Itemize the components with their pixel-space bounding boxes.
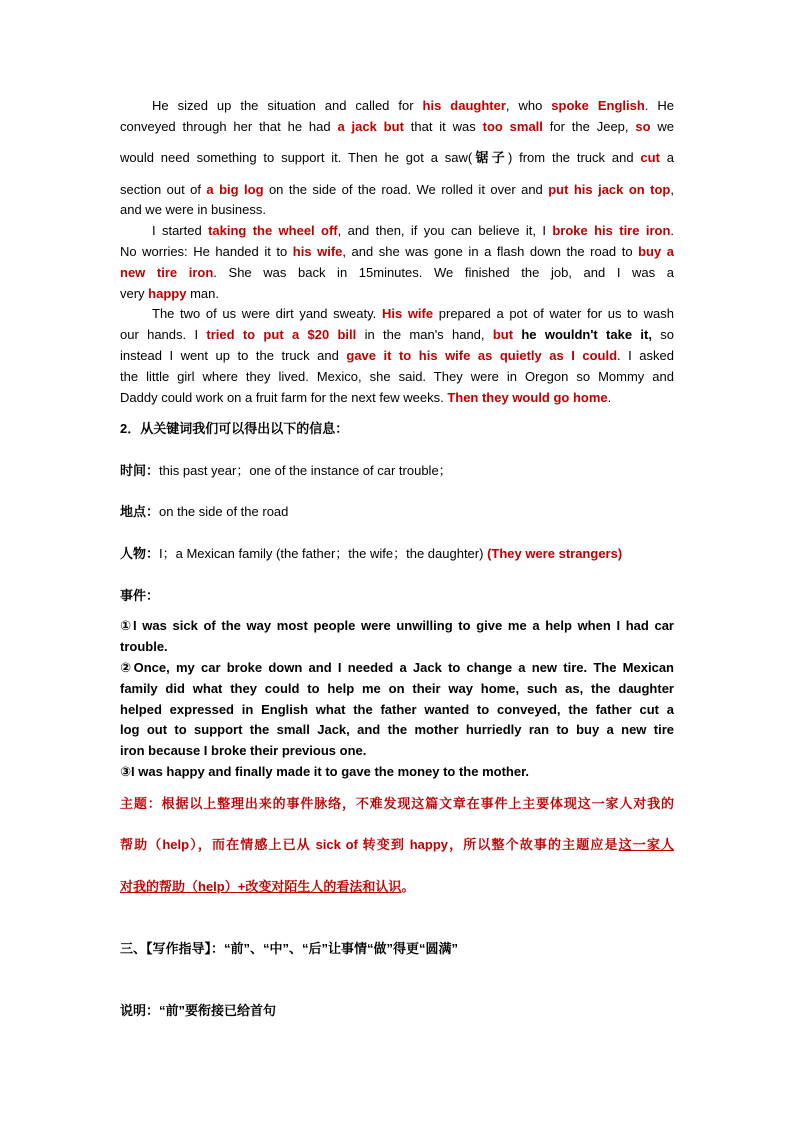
event-line-6: log out to support the small Jack, and the mother hurriedly ran to buy a new tire: [120, 722, 674, 737]
theme-line-2: 帮助（help），而在情感上已从 sick of 转变到 happy，所以整个故事的主题应是这一家人: [120, 837, 674, 852]
p3-line-4: the little girl where they lived. Mexico, she said. They were in Oregon so Mommy and: [120, 369, 674, 384]
event-line-8: ③I was happy and finally made it to gave the money to the mother.: [120, 764, 530, 779]
event-line-2: trouble.: [120, 639, 168, 654]
p3-line-2: our hands. I tried to put a $20 bill in the man's hand, but he wouldn't take it, so: [120, 327, 674, 342]
section3-note: 说明：“前”要衔接已给首句: [120, 1003, 277, 1018]
theme-line-3: 对我的帮助（help）+改变对陌生人的看法和认识。: [120, 879, 415, 894]
p1-line-3: would need something to support it. Then he got a saw(锯子) from the truck and cut a: [120, 150, 674, 165]
time-row: 时间：this past year；one of the instance of car trouble；: [120, 463, 452, 478]
event-line-7: iron because I broke their previous one.: [120, 743, 367, 758]
p1-line-4: section out of a big log on the side of the road. We rolled it over and put his jack on top,: [120, 182, 674, 197]
p3-line-5: Daddy could work on a fruit farm for the next few weeks. Then they would go home.: [120, 390, 612, 405]
p2-line-2: No worries: He handed it to his wife, and she was gone in a flash down the road to buy a: [120, 244, 674, 259]
p2-line-1: I started taking the wheel off, and then, if you can believe it, I broke his tire iron.: [152, 223, 674, 238]
p2-line-4: very happy man.: [120, 286, 219, 301]
p1-line-5: and we were in business.: [120, 202, 266, 217]
event-label: 事件：: [120, 588, 160, 603]
section2-heading: 2．从关键词我们可以得出以下的信息：: [120, 421, 349, 436]
event-line-1: ①I was sick of the way most people were unwilling to give me a help when I had car: [120, 618, 674, 633]
p3-line-3: instead I went up to the truck and gave it to his wife as quietly as I could. I asked: [120, 348, 674, 363]
event-line-4: family did what they could to help me on their way home, such as, the daughter: [120, 681, 674, 696]
event-line-3: ②Once, my car broke down and I needed a Jack to change a new tire. The Mexican: [120, 660, 674, 675]
p1-line-1: He sized up the situation and called for his daughter, who spoke English. He: [152, 98, 674, 113]
theme-line-1: 主题：根据以上整理出来的事件脉络，不难发现这篇文章在事件上主要体现这一家人对我的: [120, 796, 674, 811]
event-line-5: helped expressed in English what the father wanted to conveyed, the father cut a: [120, 702, 674, 717]
place-row: 地点：on the side of the road: [120, 504, 289, 519]
people-row: 人物：I；a Mexican family (the father；the wife；the daughter) (They were strangers): [120, 546, 623, 561]
p1-line-2: conveyed through her that he had a jack but that it was too small for the Jeep, so we: [120, 119, 674, 134]
p2-line-3: new tire iron. She was back in 15minutes. We finished the job, and I was a: [120, 265, 674, 280]
p3-line-1: The two of us were dirt yand sweaty. His wife prepared a pot of water for us to wash: [152, 306, 674, 321]
section3-heading: 三、【写作指导】：“前”、“中”、“后”让事情“做”得更“圆满”: [120, 941, 459, 956]
